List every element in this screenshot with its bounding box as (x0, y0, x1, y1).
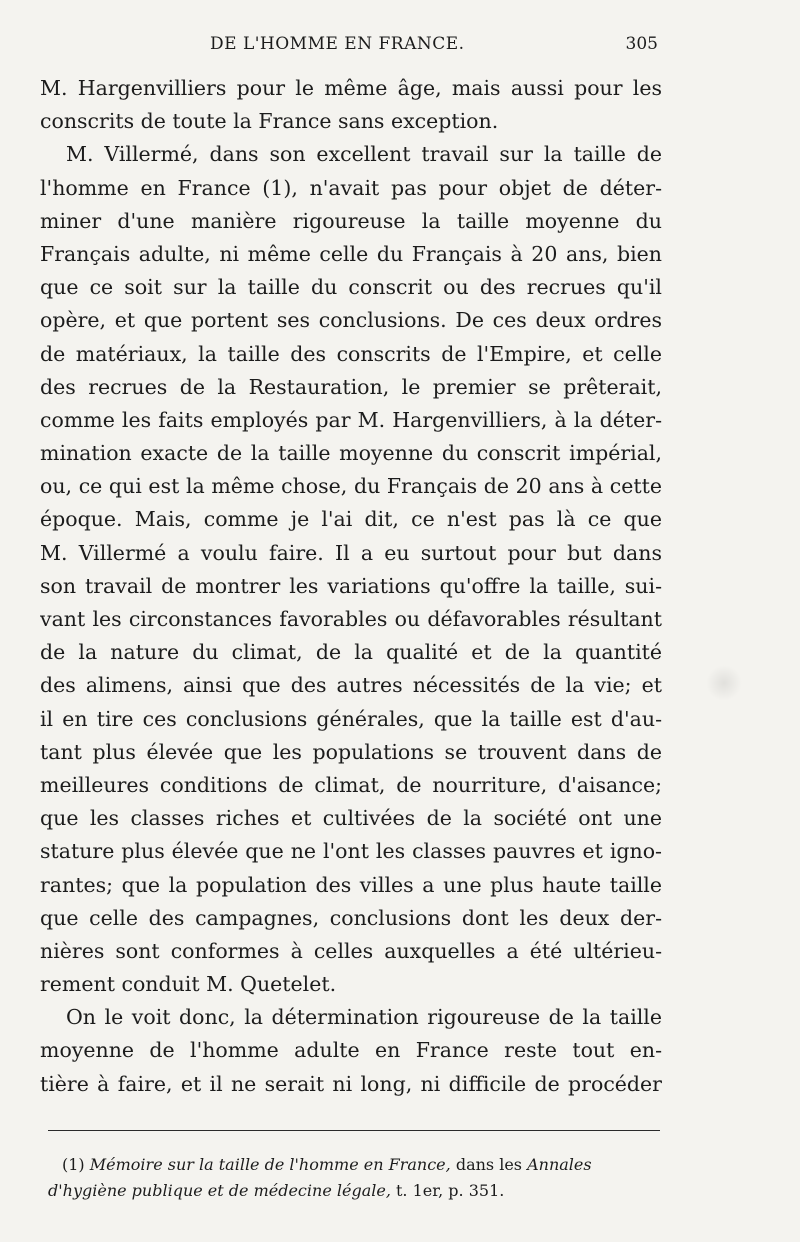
text-line: vant les circonstances favorables ou défavorables résultant (40, 607, 662, 631)
text-line: tière à faire, et il ne serait ni long, ni difficile de procéder (40, 1071, 662, 1096)
page-header (40, 34, 660, 58)
text-line: rement conduit M. Quetelet. (40, 972, 337, 997)
paper-smudge (706, 665, 742, 701)
text-line: que ce soit sur la taille du conscrit ou des recrues qu'il (40, 275, 662, 300)
footnote-line (48, 1152, 664, 1178)
text-line: Français adulte, ni même celle du Français à 20 ans, bien (40, 241, 662, 266)
text-line: que celle des campagnes, conclusions dont les deux der- (40, 905, 662, 930)
text-line: opère, et que portent ses conclusions. De ces deux ordres (40, 308, 662, 333)
text-line: comme les faits employés par M. Hargenvilliers, à la déter- (40, 407, 662, 432)
body-text (40, 72, 662, 1101)
text-line: stature plus élevée que ne l'ont les classes pauvres et igno- (40, 839, 662, 864)
footnote-reference: t. 1er, p. 351. (390, 1181, 505, 1200)
footnote-title: Mémoire sur la taille de l'homme en France, (89, 1155, 451, 1174)
text-line: tant plus élevée que les populations se trouvent dans de (40, 739, 662, 764)
footnote-journal-cont: d'hygiène publique et de médecine légale, (48, 1181, 391, 1200)
page-number: 305 (625, 34, 658, 54)
footnote-text: dans les (450, 1155, 528, 1174)
text-line: de la nature du climat, de la qualité et de la quantité (40, 640, 662, 665)
text-line: nières sont conformes à celles auxquelles a été ultérieu- (40, 938, 662, 963)
text-line: des alimens, ainsi que des autres nécessités de la vie; et (40, 673, 662, 698)
footnote-line (48, 1178, 664, 1204)
text-line: ou, ce qui est la même chose, du Français de 20 ans à cette (40, 474, 662, 499)
text-line: miner d'une manière rigoureuse la taille moyenne du (40, 208, 662, 233)
text-line: conscrits de toute la France sans exception. (40, 109, 499, 134)
text-line: que les classes riches et cultivées de la société ont une (40, 806, 662, 831)
text-line: son travail de montrer les variations qu'offre la taille, sui- (40, 573, 662, 598)
text-line: l'homme en France (1), n'avait pas pour objet de déter- (40, 175, 662, 200)
text-line: époque. Mais, comme je l'ai dit, ce n'est pas là ce que (40, 507, 662, 532)
text-line: rantes; que la population des villes a une plus haute taille (40, 872, 662, 897)
text-line: meilleures conditions de climat, de nourriture, d'aisance; (40, 772, 662, 797)
text-line: M. Villermé a voulu faire. Il a eu surtout pour but dans (40, 540, 662, 565)
text-line: On le voit donc, la détermination rigoureuse de la taille (66, 1005, 662, 1030)
footnote (48, 1152, 664, 1204)
footnote-rule (48, 1130, 660, 1131)
text-line: M. Hargenvilliers pour le même âge, mais aussi pour les (40, 76, 662, 100)
running-head: DE L'HOMME EN FRANCE. (210, 34, 465, 54)
text-line: mination exacte de la taille moyenne du conscrit impérial, (40, 441, 662, 466)
footnote-journal: Annales (527, 1155, 592, 1174)
text-line: des recrues de la Restauration, le premier se prêterait, (40, 374, 662, 399)
text-line: moyenne de l'homme adulte en France reste tout en- (40, 1038, 662, 1063)
footnote-marker: (1) (62, 1155, 85, 1174)
text-line: de matériaux, la taille des conscrits de l'Empire, et celle (40, 341, 662, 366)
text-line: il en tire ces conclusions générales, que la taille est d'au- (40, 706, 662, 731)
text-line: M. Villermé, dans son excellent travail sur la taille de (66, 142, 662, 167)
